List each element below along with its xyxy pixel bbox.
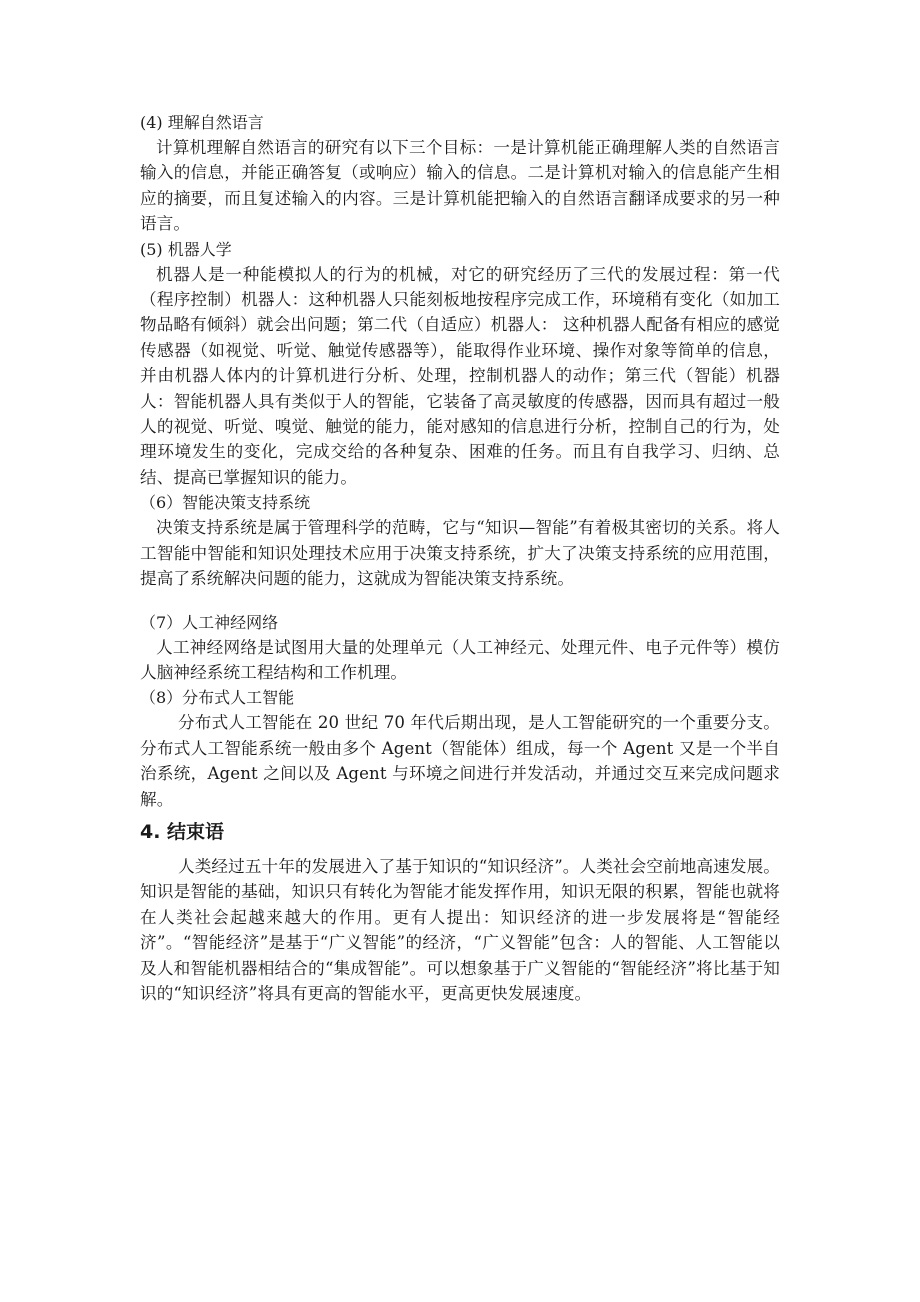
section-heading-distributed-ai: （8）分布式人工智能 xyxy=(140,688,295,708)
section-heading-robotics: (5) 机器人学 xyxy=(140,239,232,259)
section-heading-nlp: (4) 理解自然语言 xyxy=(140,113,264,132)
section-body-robotics: 机器人是一种能模拟人的行为的机械，对它的研究经历了三代的发展过程：第一代（程序控制）机器人：这种机器人只能刻板地按程序完成工作，环境稍有变化（如加工物品略有倾斜）就会出问题；第二代（自适应）机器人： 这种机器人配备有相应的感觉传感器（如视觉、听觉、触觉传感器等），能取得作业环境、操作对象等简单的信息，并由机器人体内的计算机进行分析、处理，控制机器人的动作；第三代（智能）机器人：智能机器人具有类似于人的智能，它装备了高灵敏度的传感器，因而具有超过一般人的视觉、听觉、嗅觉、触觉的能力，能对感知的信息进行分析，控制自己的行为，处理环境发生的变化，完成交给的各种复杂、困难的任务。而且有自我学习、归纳、总结、提高已掌握知识的能力。 xyxy=(140,264,780,487)
section-body-decision-support: 决策支持系统是属于管理科学的范畴，它与“知识—智能”有着极其密切的关系。将人工智能中智能和知识处理技术应用于决策支持系统，扩大了决策支持系统的应用范围，提高了系统解决问题的能力，这就成为智能决策支持系统。 xyxy=(140,518,780,589)
section-heading-decision-support: （6）智能决策支持系统 xyxy=(140,493,311,513)
conclusion-title: 4. 结束语 xyxy=(140,820,225,843)
conclusion-body: 人类经过五十年的发展进入了基于知识的“知识经济”。人类社会空前地高速发展。知识是智能的基础，知识只有转化为智能才能发挥作用，知识无限的积累，智能也就将在人类社会起越来越大的作用。更有人提出：知识经济的进一步发展将是“智能经济”。“智能经济”是基于“广义智能”的经济，“广义智能”包含：人的智能、人工智能以及人和智能机器相结合的“集成智能”。可以想象基于广义智能的“智能经济”将比基于知识的“知识经济”将具有更高的智能水平，更高更快发展速度。 xyxy=(140,856,780,1003)
document-page xyxy=(140,110,780,1006)
section-body-neural-network: 人工神经网络是试图用大量的处理单元（人工神经元、处理元件、电子元件等）模仿人脑神经系统工程结构和工作机理。 xyxy=(140,637,780,682)
section-body-distributed-ai: 分布式人工智能在 20 世纪 70 年代后期出现，是人工智能研究的一个重要分支。分布式人工智能系统一般由多个 Agent（智能体）组成，每一个 Agent 又是一个半自治系统，Agent 之间以及 Agent 与环境之间进行并发活动，并通过交互来完成问题求解。 xyxy=(140,713,780,809)
section-heading-neural-network: （7）人工神经网络 xyxy=(140,612,279,632)
paragraph-gap xyxy=(140,592,780,610)
section-body-nlp: 计算机理解自然语言的研究有以下三个目标：一是计算机能正确理解人类的自然语言输入的信息，并能正确答复（或响应）输入的信息。二是计算机对输入的信息能产生相应的摘要，而且复述输入的内容。三是计算机能把输入的自然语言翻译成要求的另一种语言。 xyxy=(140,138,780,234)
